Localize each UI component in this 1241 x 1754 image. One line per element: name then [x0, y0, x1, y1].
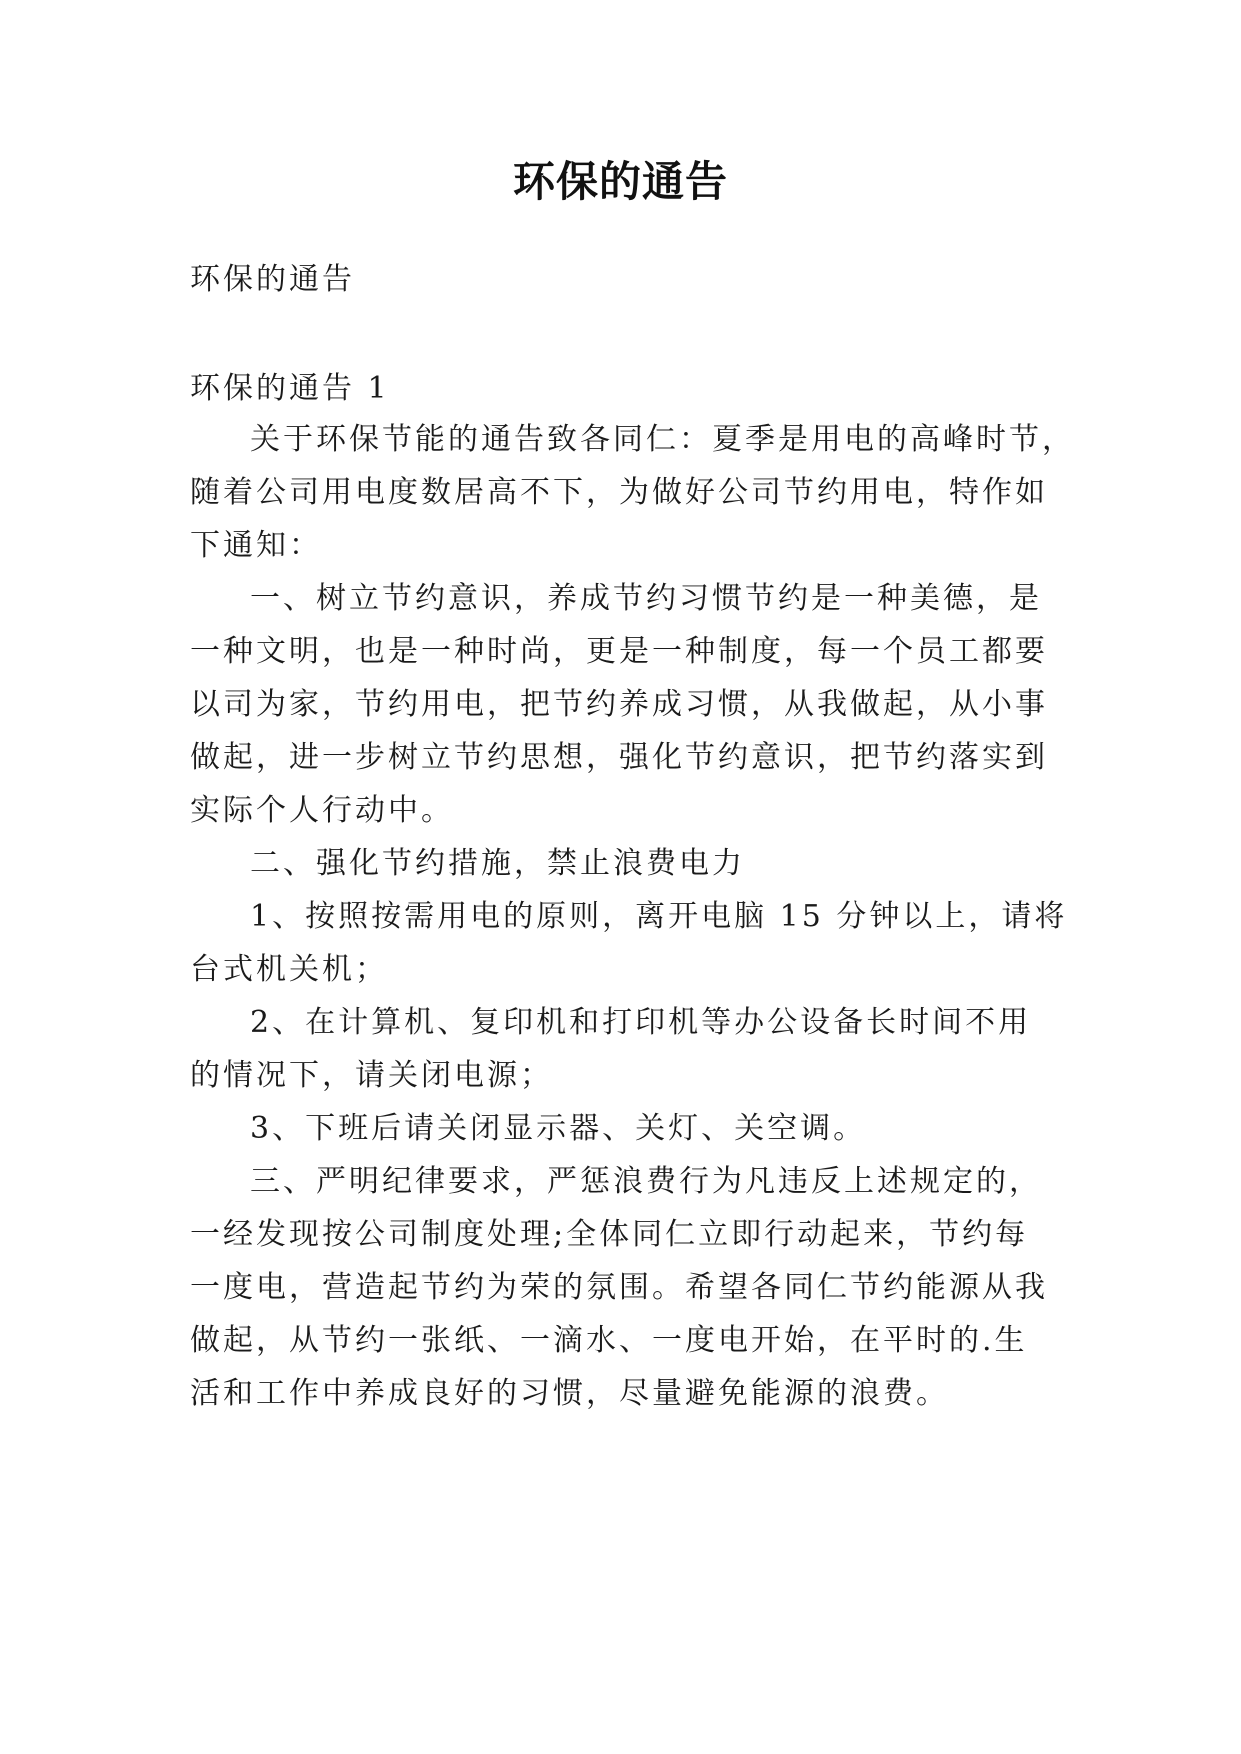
paragraph-line: 关于环保节能的通告致各同仁：夏季是用电的高峰时节，: [250, 422, 1075, 457]
paragraph-line: 2、在计算机、复印机和打印机等办公设备长时间不用: [250, 1005, 1032, 1040]
paragraph-line: 3、下班后请关闭显示器、关灯、关空调。: [250, 1111, 867, 1146]
paragraph-line: 做起，进一步树立节约思想，强化节约意识，把节约落实到: [190, 740, 1048, 775]
paragraph-line: 做起，从节约一张纸、一滴水、一度电开始，在平时的.生: [190, 1323, 1028, 1358]
paragraph-line: 随着公司用电度数居高不下，为做好公司节约用电，特作如: [190, 475, 1048, 510]
paragraph-line: 二、强化节约措施，禁止浪费电力: [250, 846, 745, 881]
paragraph-line: 以司为家，节约用电，把节约养成习惯，从我做起，从小事: [190, 687, 1048, 722]
paragraph-line: 一度电，营造起节约为荣的氛围。希望各同仁节约能源从我: [190, 1270, 1048, 1305]
document-title: 环保的通告: [512, 157, 728, 206]
document-subtitle: 环保的通告: [190, 262, 355, 297]
paragraph-line: 一、树立节约意识，养成节约习惯节约是一种美德，是: [250, 581, 1042, 616]
paragraph-line: 1、按照按需用电的原则，离开电脑 15 分钟以上，请将: [250, 899, 1068, 934]
section-heading: 环保的通告 1: [190, 371, 390, 406]
paragraph-line: 的情况下，请关闭电源；: [190, 1058, 553, 1093]
paragraph-line: 台式机关机；: [190, 952, 388, 987]
paragraph-line: 三、严明纪律要求，严惩浪费行为凡违反上述规定的，: [250, 1164, 1042, 1199]
paragraph-line: 下通知：: [190, 528, 322, 563]
paragraph-line: 活和工作中养成良好的习惯，尽量避免能源的浪费。: [190, 1376, 949, 1411]
paragraph-line: 一经发现按公司制度处理;全体同仁立即行动起来，节约每: [190, 1217, 1029, 1252]
paragraph-line: 实际个人行动中。: [190, 793, 454, 828]
paragraph-line: 一种文明，也是一种时尚，更是一种制度，每一个员工都要: [190, 634, 1048, 669]
